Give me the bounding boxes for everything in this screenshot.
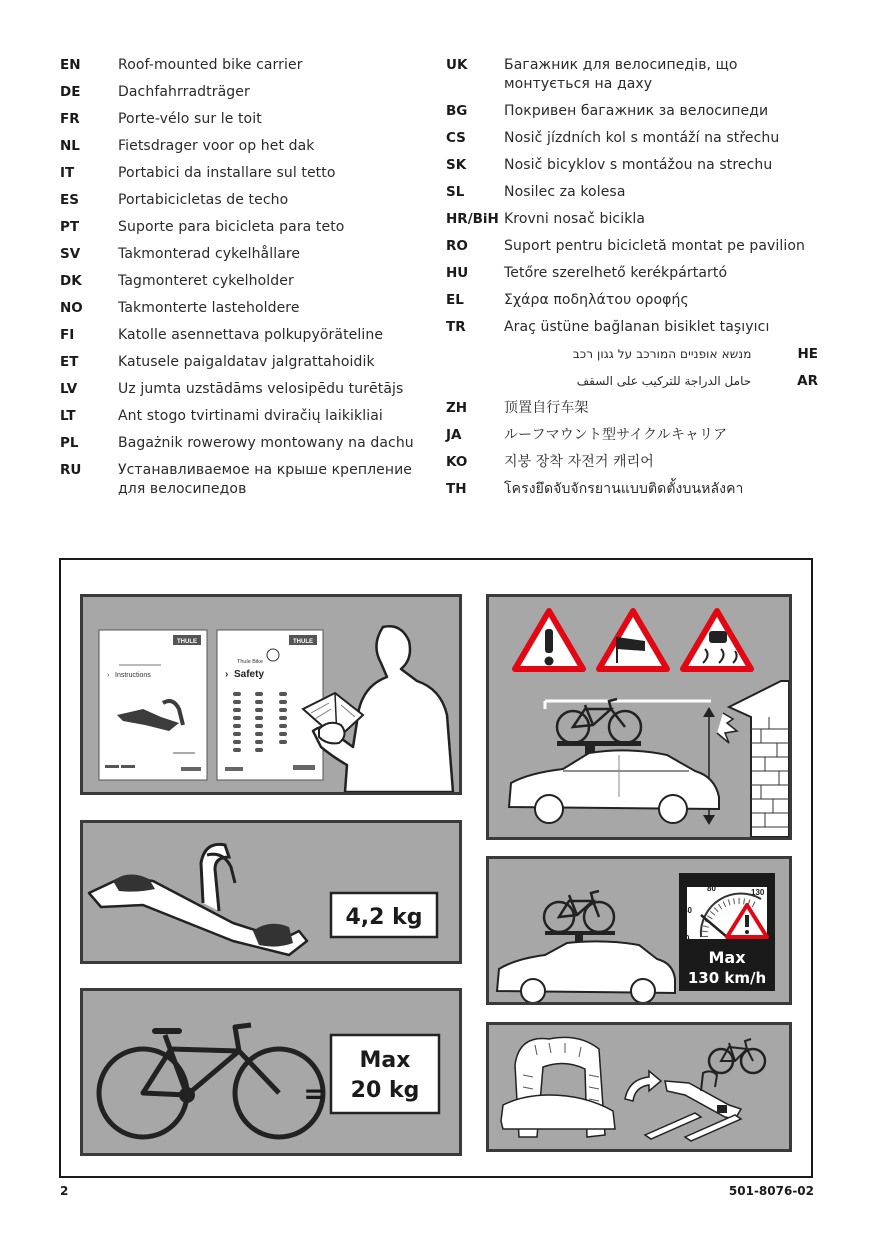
- lang-text: 顶置自行车架: [504, 400, 589, 416]
- lang-row-es: [60, 191, 430, 210]
- lang-code: LV: [60, 381, 78, 397]
- lang-code: FI: [60, 327, 75, 343]
- lang-code: TR: [446, 319, 466, 335]
- lang-code: DK: [60, 273, 82, 289]
- lang-code: FR: [60, 111, 80, 127]
- lang-text: מנשא אופניים המורכב על גגון רכב: [572, 347, 752, 361]
- lang-row-hr: [446, 210, 818, 229]
- svg-text:›: ›: [107, 672, 110, 679]
- lang-text: Portabici da installare sul tetto: [118, 165, 336, 181]
- lang-row-lv: [60, 380, 430, 399]
- lang-text: Tagmonteret cykelholder: [118, 273, 294, 289]
- safety-brand: THULE: [293, 639, 313, 645]
- lang-row-nl: [60, 137, 430, 156]
- document-code: 501-8076-02: [728, 1184, 814, 1198]
- max-load-line2: 20 kg: [350, 1078, 420, 1103]
- bike-on-roof-icon: [557, 699, 641, 755]
- language-list-right: [446, 56, 818, 507]
- lang-row-ja: [446, 426, 818, 445]
- car-wash-brushes-icon: [501, 1037, 615, 1137]
- warning-slippery-road-icon: [683, 611, 751, 669]
- lang-row-hu: [446, 264, 818, 283]
- lang-row-de: [60, 83, 430, 102]
- speed-tick-0: 0: [685, 934, 690, 943]
- lang-text: 지붕 장착 자전거 캐리어: [504, 454, 654, 470]
- warnings-illustration: [489, 597, 789, 837]
- lang-code: PT: [60, 219, 80, 235]
- lang-row-dk: [60, 272, 430, 291]
- lang-row-el: [446, 291, 818, 310]
- lang-code: ES: [60, 192, 79, 208]
- speedometer-icon: [679, 873, 775, 991]
- weight-box: [331, 893, 437, 937]
- lang-row-en: [60, 56, 430, 75]
- lang-row-th: [446, 480, 818, 499]
- lang-text: โครงยึดจับจักรยานแบบติดตั้งบนหลังคา: [504, 481, 744, 497]
- removed-carrier-icon: [665, 1071, 741, 1119]
- lang-code: IT: [60, 165, 75, 181]
- lang-row-bg: [446, 102, 818, 121]
- lang-text: Nosilec za kolesa: [504, 184, 626, 200]
- lang-code: SV: [60, 246, 81, 262]
- lang-row-no: [60, 299, 430, 318]
- person-reading-icon: [303, 626, 453, 792]
- lang-text: Krovni nosač bicikla: [504, 211, 646, 227]
- lang-code: TH: [446, 481, 467, 497]
- lang-code: HR/BiH: [446, 211, 499, 227]
- lang-code: CS: [446, 130, 466, 146]
- lang-code: PL: [60, 435, 79, 451]
- lang-text: Tetőre szerelhető kerékpártartó: [504, 265, 728, 281]
- warning-crosswind-icon: [599, 611, 667, 669]
- max-load-panel: [80, 988, 462, 1156]
- lang-code: NL: [60, 138, 80, 154]
- lang-text: Nosič jízdních kol s montáží na střechu: [504, 130, 780, 146]
- lang-text: ルーフマウント型サイクルキャリア: [504, 427, 728, 443]
- lang-text: Porte-vélo sur le toit: [118, 111, 262, 127]
- lang-text: Katusele paigaldatav jalgrattahoidik: [118, 354, 375, 370]
- lang-code: SK: [446, 157, 467, 173]
- bicycle-icon: [99, 1025, 323, 1137]
- manual-title: Instructions: [115, 672, 151, 679]
- lang-row-et: [60, 353, 430, 372]
- lang-row-zh: [446, 399, 818, 418]
- warnings-panel: [486, 594, 792, 840]
- lang-code: ET: [60, 354, 79, 370]
- lang-code: SL: [446, 184, 465, 200]
- lang-row-sk: [446, 156, 818, 175]
- lang-text: Roof-mounted bike carrier: [118, 57, 303, 73]
- page-number: 2: [60, 1184, 69, 1198]
- lang-code: BG: [446, 103, 468, 119]
- lang-code: EN: [60, 57, 81, 73]
- lang-row-fr: [60, 110, 430, 129]
- svg-text:›: ›: [225, 669, 229, 680]
- lang-text: Suport pentru bicicletă montat pe pavilion: [504, 238, 806, 254]
- max-load-line1: Max: [359, 1048, 411, 1073]
- lang-row-ru: [60, 461, 430, 499]
- lang-text: حامل الدراجة للتركيب على السقف: [576, 374, 752, 388]
- warning-exclamation-icon: [515, 611, 583, 669]
- max-load-illustration: [83, 991, 459, 1153]
- car-wash-panel: [486, 1022, 792, 1152]
- lang-text: Багажник для велосипедів, що монтується на даху: [504, 57, 738, 92]
- lang-code: RU: [60, 462, 82, 478]
- lang-code: ZH: [446, 400, 468, 416]
- speed-tick-130: 130: [751, 888, 765, 897]
- speed-max-line2: 130 km/h: [687, 969, 767, 987]
- lang-text: Покривен багажник за велосипеди: [504, 103, 769, 119]
- lang-text: Ant stogo tvirtinami dviračių laikikliai: [118, 408, 383, 424]
- read-instructions-illustration: [83, 597, 459, 792]
- lang-row-ar: [446, 372, 818, 391]
- max-load-box: [331, 1035, 439, 1113]
- lang-text: Portabicicletas de techo: [118, 192, 289, 208]
- speed-tick-80: 80: [707, 884, 716, 893]
- lang-text: Nosič bicyklov s montážou na strechu: [504, 157, 773, 173]
- bike-carrier-icon: [89, 844, 307, 955]
- speed-limit-panel: [486, 856, 792, 1005]
- lang-code: HU: [446, 265, 469, 281]
- lang-code: KO: [446, 454, 468, 470]
- car-icon: [509, 750, 719, 823]
- language-list-left: [60, 56, 430, 507]
- safety-subtitle: Thule Bike: [237, 659, 263, 665]
- lang-text: Suporte para bicicleta para teto: [118, 219, 345, 235]
- lang-text: Fietsdrager voor op het dak: [118, 138, 315, 154]
- lang-code: HE: [797, 346, 818, 362]
- lang-code: AR: [797, 373, 818, 389]
- lang-text: Takmonterad cykelhållare: [118, 246, 301, 262]
- speed-tick-40: 40: [683, 906, 692, 915]
- car-with-bike-icon: [497, 891, 675, 1002]
- weight-label: 4,2 kg: [345, 905, 423, 930]
- lang-row-sv: [60, 245, 430, 264]
- lang-text: Uz jumta uzstādāms velosipēdu turētājs: [118, 381, 404, 397]
- carrier-weight-panel: [80, 820, 462, 964]
- lang-row-ro: [446, 237, 818, 256]
- rotate-arrow-icon: [625, 1071, 661, 1101]
- lang-text: Araç üstüne bağlanan bisiklet taşıyıcı: [504, 319, 770, 335]
- lang-row-lt: [60, 407, 430, 426]
- lang-text: Σχάρα ποδηλάτου οροφής: [504, 292, 689, 308]
- lang-code: DE: [60, 84, 81, 100]
- lang-text: Takmonterte lasteholdere: [118, 300, 300, 316]
- car-wash-illustration: [489, 1025, 789, 1149]
- equals-sign: =: [303, 1077, 327, 1110]
- lang-row-it: [60, 164, 430, 183]
- lang-row-fi: [60, 326, 430, 345]
- lang-code: NO: [60, 300, 83, 316]
- lang-text: Dachfahrradträger: [118, 84, 250, 100]
- illustration-frame: [59, 558, 813, 1178]
- lang-text: Katolle asennettava polkupyöräteline: [118, 327, 384, 343]
- lang-code: RO: [446, 238, 468, 254]
- lang-row-sl: [446, 183, 818, 202]
- lang-row-ko: [446, 453, 818, 472]
- instructions-booklet: [99, 630, 207, 780]
- safety-title: Safety: [234, 669, 265, 680]
- speed-limit-illustration: [489, 859, 789, 1002]
- lang-row-cs: [446, 129, 818, 148]
- lang-row-uk: [446, 56, 818, 94]
- removed-bike-icon: [709, 1039, 765, 1073]
- carrier-weight-illustration: [83, 823, 459, 961]
- lang-code: EL: [446, 292, 464, 308]
- lang-code: UK: [446, 57, 468, 73]
- safety-booklet: [217, 630, 323, 780]
- read-instructions-panel: [80, 594, 462, 795]
- garage-wall-icon: [717, 681, 789, 837]
- lang-row-pt: [60, 218, 430, 237]
- lang-row-pl: [60, 434, 430, 453]
- lang-row-tr: [446, 318, 818, 337]
- lang-text: Устанавливаемое на крыше крепление для велосипедов: [118, 462, 413, 497]
- lang-text: Bagażnik rowerowy montowany na dachu: [118, 435, 414, 451]
- lang-code: JA: [446, 427, 462, 443]
- lang-code: LT: [60, 408, 76, 424]
- manual-brand: THULE: [177, 639, 197, 645]
- lang-row-he: [446, 345, 818, 364]
- speed-max-line1: Max: [708, 948, 746, 967]
